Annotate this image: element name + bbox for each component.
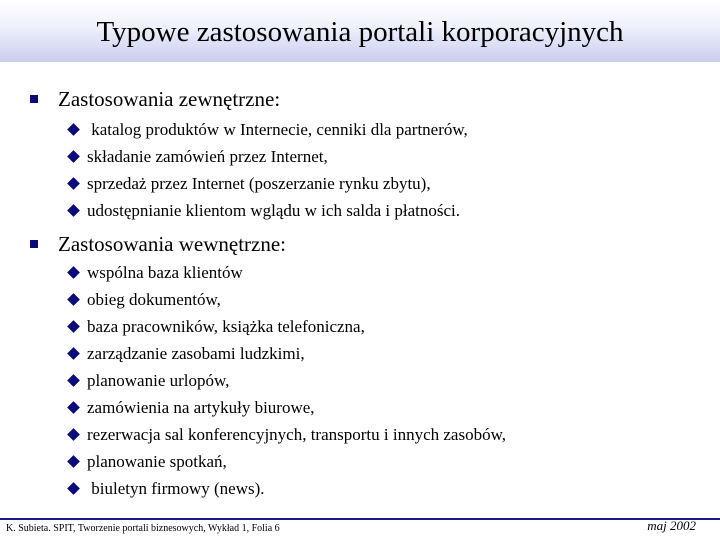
list-item <box>66 367 506 394</box>
list-item <box>66 340 506 367</box>
slide-title: Typowe zastosowania portali korporacyjnych <box>96 16 624 48</box>
list-item <box>66 475 506 502</box>
section-internal-list <box>66 259 506 502</box>
diamond-bullet-icon <box>67 428 80 441</box>
list-item <box>66 394 506 421</box>
diamond-bullet-icon <box>67 374 80 387</box>
footer-date: maj 2002 <box>647 518 696 533</box>
diamond-bullet-icon <box>67 123 80 136</box>
list-item-text: wspólna baza klientów <box>87 263 243 282</box>
diamond-bullet-icon <box>67 482 80 495</box>
list-item-text: baza pracowników, książka telefoniczna, <box>87 317 365 336</box>
list-item-text: biuletyn firmowy (news). <box>87 479 265 498</box>
diamond-bullet-icon <box>67 401 80 414</box>
list-item-text: katalog produktów w Internecie, cenniki dla partnerów, <box>87 120 468 139</box>
list-item <box>66 259 506 286</box>
square-bullet-icon <box>30 240 38 248</box>
list-item-text: zarządzanie zasobami ludzkimi, <box>87 344 305 363</box>
list-item-text: składanie zamówień przez Internet, <box>87 147 328 166</box>
section-heading-text: Zastosowania zewnętrzne: <box>58 87 281 111</box>
list-item <box>66 170 468 197</box>
section-internal-heading <box>30 231 286 257</box>
diamond-bullet-icon <box>67 347 80 360</box>
square-bullet-icon <box>30 95 38 103</box>
list-item-text: planowanie spotkań, <box>87 452 227 471</box>
diamond-bullet-icon <box>67 293 80 306</box>
list-item <box>66 448 506 475</box>
list-item <box>66 421 506 448</box>
footer-divider <box>0 518 720 520</box>
list-item-text: rezerwacja sal konferencyjnych, transportu i innych zasobów, <box>87 425 507 444</box>
list-item-text: planowanie urlopów, <box>87 371 230 390</box>
list-item <box>66 116 468 143</box>
list-item <box>66 143 468 170</box>
diamond-bullet-icon <box>67 320 80 333</box>
diamond-bullet-icon <box>67 266 80 279</box>
section-external-heading <box>30 86 280 112</box>
list-item-text: sprzedaż przez Internet (poszerzanie rynku zbytu), <box>87 174 431 193</box>
diamond-bullet-icon <box>67 150 80 163</box>
diamond-bullet-icon <box>67 177 80 190</box>
section-heading-text: Zastosowania wewnętrzne: <box>58 232 286 256</box>
list-item <box>66 313 506 340</box>
diamond-bullet-icon <box>67 204 80 217</box>
list-item-text: udostępnianie klientom wglądu w ich salda i płatności. <box>87 201 460 220</box>
list-item <box>66 197 468 224</box>
list-item-text: zamówienia na artykuły biurowe, <box>87 398 315 417</box>
list-item <box>66 286 506 313</box>
footer-credit: K. Subieta. SPIT, Tworzenie portali biznesowych, Wykład 1, Folia 6 <box>6 523 280 534</box>
diamond-bullet-icon <box>67 455 80 468</box>
section-external-list <box>66 116 468 224</box>
list-item-text: obieg dokumentów, <box>87 290 221 309</box>
